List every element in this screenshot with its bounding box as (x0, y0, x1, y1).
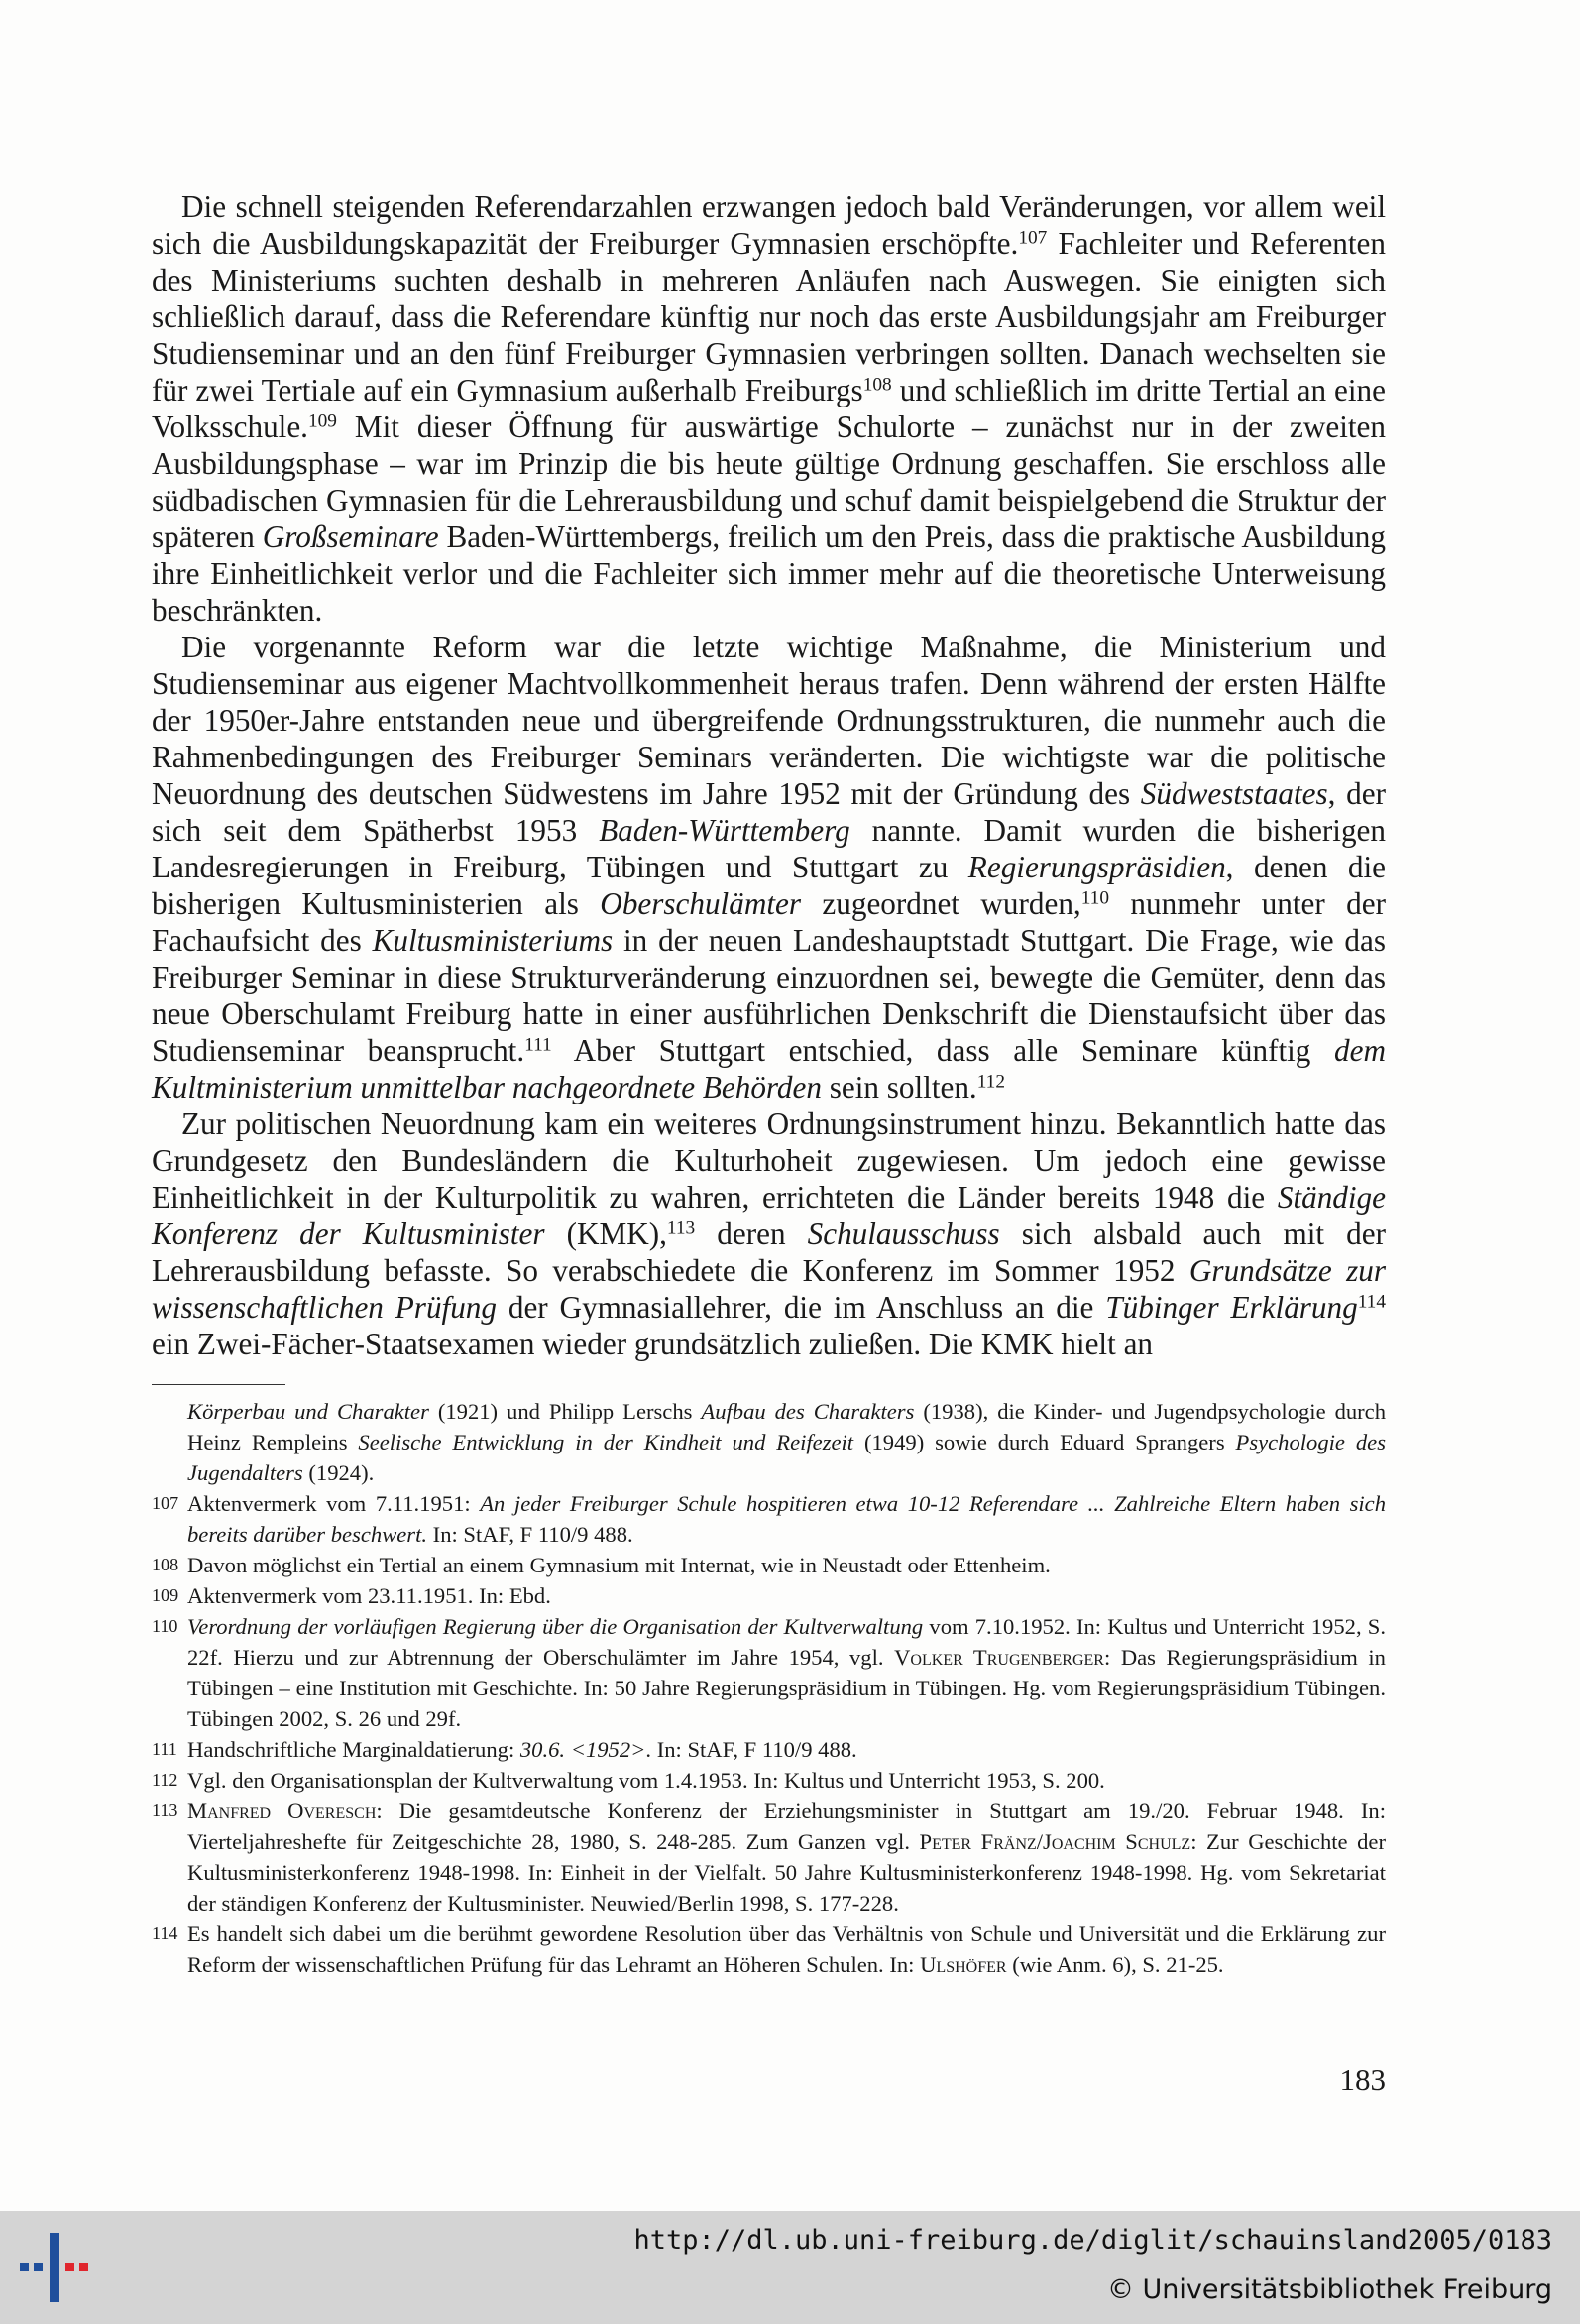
text-run: : Das Regierungspräsidium in Tübingen – eine Institution mit Geschichte. In: 50 Jahre Regierungspräsidium in Tübingen. Hg. vom Regierungspräsidium Tübingen. Tübingen 2002, S. 26 und 29f. (187, 1645, 1386, 1731)
footnote-111 (152, 1734, 1386, 1765)
text-run: Handschriftliche Marginaldatierung: (187, 1737, 520, 1762)
italic-term: Psychologie des Jugendalters (187, 1430, 1386, 1485)
footnote-number: 111 (152, 1739, 177, 1759)
italic-term: An jeder Freiburger Schule hospitieren etwa 10-12 Referendare ... Zahlreiche Eltern haben sich bereits darüber beschwert. (187, 1491, 1386, 1547)
text-run: Es handelt sich dabei um die berühmt gewordene Resolution über das Verhältnis von Schule und Universität und die Erklärung zur Reform der wissenschaftlichen Prüfung für das Lehramt an Höheren Schulen. In: (187, 1921, 1386, 1977)
footnote-ref[interactable]: 108 (862, 374, 892, 396)
footnote-number: 107 (152, 1493, 179, 1513)
italic-term: Kultusministeriums (372, 923, 614, 958)
text-run: zugeordnet wurden, (801, 886, 1081, 921)
italic-term: Tübinger Erklärung (1105, 1290, 1358, 1325)
text-run: Aber Stuttgart entschied, dass alle Seminare künftig (551, 1033, 1335, 1068)
footnote-114 (152, 1918, 1386, 1980)
footnote-number: 112 (152, 1770, 178, 1790)
text-run: und schließlich im dritte Tertial an eine Volksschule. (152, 373, 1386, 444)
text-run: (1921) und Philipp Lerschs (428, 1399, 702, 1424)
text-run: vom 7.10.1952. In: Kultus und Unterricht 1952, S. 22f. Hierzu und zur Abtrennung der Oberschulämter im Jahre 1954, vgl. (187, 1614, 1386, 1670)
text-run: in der neuen Landeshauptstadt Stuttgart. Die Frage, wie das Freiburger Seminar in diese Strukturveränderung einzuordnen sei, bewegte die Gemüter, denn das neue Oberschulamt Freiburg hatte in einer ausführlichen Denkschrift die Dienstaufsicht über das Studienseminar beansprucht. (152, 923, 1386, 1068)
text-run: In: StAF, F 110/9 488. (427, 1522, 633, 1547)
footnote-number: 114 (152, 1923, 178, 1943)
text-run: Aktenvermerk vom 23.11.1951. In: Ebd. (187, 1583, 551, 1608)
italic-term: Regierungspräsidien (967, 850, 1226, 884)
footnote-ref[interactable]: 113 (666, 1218, 696, 1239)
footnote-ref[interactable]: 107 (1018, 227, 1048, 249)
text-run: Die schnell steigenden Referendarzahlen erzwangen jedoch bald Veränderungen, vor allem weil sich die Ausbildungskapazität der Freiburger Gymnasien erschöpfte. (152, 189, 1386, 261)
text-run: sein sollten. (821, 1070, 977, 1104)
main-text (152, 188, 1386, 1362)
footnote-108 (152, 1550, 1386, 1580)
footnote-number: 113 (152, 1801, 178, 1820)
text-run: (1938), die Kinder- und Jugendpsychologie durch Heinz Rempleins (187, 1399, 1387, 1454)
author-name: Manfred Overesch (187, 1799, 377, 1823)
footnote-109 (152, 1580, 1386, 1611)
italic-term: dem Kultministerium unmittelbar nachgeordnete Behörden (152, 1033, 1386, 1104)
text-run: (wie Anm. 6), S. 21-25. (1006, 1952, 1224, 1977)
text-run: . In: StAF, F 110/9 488. (645, 1737, 857, 1762)
footnote-number: 108 (152, 1555, 179, 1574)
copyright-notice: © Universitätsbibliothek Freiburg (1106, 2274, 1552, 2305)
text-run: sich alsbald auch mit der Lehrerausbildung befasste. So verabschiedete die Konferenz im Sommer 1952 (152, 1217, 1386, 1288)
italic-term: Ständige Konferenz der Kultusminister (152, 1180, 1386, 1251)
footnote-continuation (152, 1396, 1386, 1488)
text-run: (KMK), (544, 1217, 667, 1251)
text-run: : Die gesamtdeutsche Konferenz der Erziehungsminister in Stuttgart am 19./20. Februar 1948. In: Vierteljahreshefte für Zeitgeschichte 28, 1980, S. 248-285. Zum Ganzen vgl. (187, 1799, 1386, 1854)
italic-term: Oberschulämter (600, 886, 801, 921)
footnote-ref[interactable]: 110 (1080, 887, 1109, 909)
author-name: Ulshöfer (920, 1952, 1007, 1977)
italic-term: Verordnung der vorläufigen Regierung über die Organisation der Kultverwaltung (187, 1614, 924, 1639)
text-run: Davon möglichst ein Tertial an einem Gymnasium mit Internat, wie in Neustadt oder Ettenheim. (187, 1553, 1051, 1577)
footnote-separator (152, 1384, 285, 1385)
footnote-ref[interactable]: 109 (307, 410, 337, 432)
footnote-113 (152, 1796, 1386, 1918)
text-run: Zur politischen Neuordnung kam ein weiteres Ordnungsinstrument hinzu. Bekanntlich hatte das Grundgesetz den Bundesländern die Kulturhoheit zugewiesen. Um jedoch eine gewisse Einheitlichkeit in der Kulturpolitik zu wahren, errichteten die Länder bereits 1948 die (152, 1106, 1386, 1215)
text-run: Aktenvermerk vom 7.11.1951: (187, 1491, 481, 1516)
footnote-112 (152, 1765, 1386, 1796)
text-run: : Zur Geschichte der Kultusministerkonferenz 1948-1998. In: Einheit in der Vielfalt. 50 Jahre Kultusministerkonferenz 1948-1998. Hg. vom Sekretariat der ständigen Konferenz der Kultusminister. Neuwied/Berlin 1998, S. 177-228. (187, 1829, 1386, 1916)
text-run: Die vorgenannte Reform war die letzte wichtige Maßnahme, die Ministerium und Studienseminar aus eigener Machtvollkommenheit heraus trafen. Denn während der ersten Hälfte der 1950er-Jahre entstanden neue und übergreifende Ordnungsstrukturen, die nunmehr auch die Rahmenbedingungen des Freiburger Seminars veränderten. Die wichtigste war die politische Neuordnung des deutschen Südwestens im Jahre 1952 mit der Gründung des (152, 630, 1386, 811)
italic-term: Seelische Entwicklung in der Kindheit und Reifezeit (358, 1430, 854, 1454)
text-run: (1949) sowie durch Eduard Sprangers (853, 1430, 1236, 1454)
text-run: (1924). (302, 1460, 375, 1485)
italic-term: Südweststaates (1140, 776, 1328, 811)
italic-term: Grundsätze zur wissenschaftlichen Prüfung (152, 1253, 1387, 1325)
footnote-107 (152, 1488, 1386, 1550)
author-name: Peter Fränz/Joachim Schulz (919, 1829, 1191, 1854)
italic-term: Körperbau und Charakter (187, 1399, 429, 1424)
text-run: Baden-Württembergs, freilich um den Preis, dass die praktische Ausbildung ihre Einheitlichkeit verlor und die Fachleiter sich immer mehr auf die theoretische Unterweisung beschränkten. (152, 520, 1386, 628)
italic-term: Schulausschuss (807, 1217, 1000, 1251)
text-run: , der sich seit dem Spätherbst 1953 (152, 776, 1386, 848)
text-run: Mit dieser Öffnung für auswärtige Schulorte – zunächst nur in der zweiten Ausbildungsphase – war im Prinzip die bis heute gültige Ordnung geschaffen. Sie erschloss alle südbadischen Gymnasien für die Lehrerausbildung und schuf damit beispielgebend die Struktur der späteren (152, 409, 1386, 554)
paragraph-2 (152, 629, 1386, 1105)
permalink[interactable]: http://dl.ub.uni-freiburg.de/diglit/schauinsland2005/0183 (633, 2225, 1552, 2256)
paragraph-1 (152, 188, 1386, 629)
text-run: nunmehr unter der Fachaufsicht des (152, 886, 1387, 958)
italic-term: Baden-Württemberg (599, 813, 850, 848)
footnote-number: 109 (152, 1585, 179, 1605)
italic-term: Großseminare (262, 520, 439, 554)
text-run: nannte. Damit wurden die bisherigen Landesregierungen in Freiburg, Tübingen und Stuttgart zu (152, 813, 1386, 884)
footnote-ref[interactable]: 114 (1357, 1291, 1386, 1313)
text-run: deren (695, 1217, 808, 1251)
author-name: Volker Trugenberger (894, 1645, 1104, 1670)
text-run: Fachleiter und Referenten des Ministeriums suchten deshalb in mehreren Anläufen nach Auswegen. Sie einigten sich schließlich darauf, dass die Referendare künftig nur noch das erste Ausbildungsjahr am Freiburger Studienseminar und an den fünf Freiburger Gymnasien verbringen sollten. Danach wechselten sie für zwei Tertiale auf ein Gymnasium außerhalb Freiburgs (152, 226, 1386, 407)
footnote-ref[interactable]: 111 (524, 1034, 552, 1056)
italic-term: 30.6. <1952> (519, 1737, 646, 1762)
paragraph-3 (152, 1105, 1386, 1362)
text-run: Vgl. den Organisationsplan der Kultverwaltung vom 1.4.1953. In: Kultus und Unterricht 1953, S. 200. (187, 1768, 1105, 1793)
footnote-number: 110 (152, 1616, 178, 1636)
footnote-ref[interactable]: 112 (976, 1071, 1005, 1093)
page-number: 183 (1339, 2062, 1386, 2097)
italic-term: Aufbau des Charakters (701, 1399, 915, 1424)
text-run: , denen die bisherigen Kultusministerien als (152, 850, 1386, 921)
footnote-110 (152, 1611, 1386, 1734)
library-logo-icon (18, 2233, 107, 2302)
footnotes (152, 1396, 1386, 1980)
text-run: ein Zwei-Fächer-Staatsexamen wieder grundsätzlich zuließen. Die KMK hielt an (152, 1327, 1153, 1361)
text-run: der Gymnasiallehrer, die im Anschluss an die (496, 1290, 1106, 1325)
